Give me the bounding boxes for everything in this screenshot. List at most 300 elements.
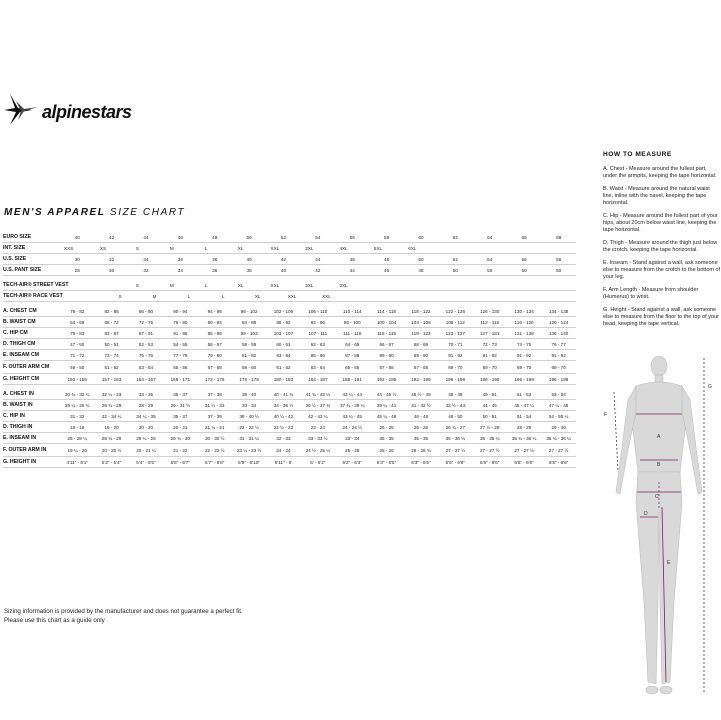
row-label: D. THIGH CM <box>3 339 60 350</box>
table-cell <box>112 280 129 291</box>
table-cell <box>94 291 111 302</box>
table-cell: 91 - 92 <box>541 350 576 361</box>
table-cell: 68 - 69 <box>404 339 438 350</box>
table-cell: 52 <box>266 232 300 243</box>
table-cell: 79 - 80 <box>198 350 232 361</box>
table-cell: 60 - 61 <box>266 339 300 350</box>
table-cell <box>232 291 249 302</box>
table-cell: 67 - 68 <box>404 361 438 374</box>
figure-label-b: B <box>657 462 661 468</box>
table-cell: 45 - 47 ¼ <box>507 400 541 411</box>
table-cell: 40 ½ - 42 <box>266 411 300 422</box>
table-cell: 35 - 36 ¼ <box>438 433 472 444</box>
table-cell: M <box>163 280 180 291</box>
table-cell: 49 - 50 <box>60 361 94 374</box>
table-cell <box>146 280 163 291</box>
table-cell: 28 ¾ - 29 <box>94 433 128 444</box>
table-cell: 116 - 120 <box>507 317 541 328</box>
table-cell: 60 <box>404 232 438 243</box>
table-cell: 29 - 30 <box>541 422 576 433</box>
table-cell: 27 - 27 ½ <box>473 444 507 457</box>
table-cell: 77 - 78 <box>163 350 197 361</box>
row-label: E. INSEAM IN <box>3 433 60 444</box>
table-cell: 50 <box>507 265 541 276</box>
table-cell: 29 ¾ - 30 <box>163 433 197 444</box>
table-cell <box>94 280 111 291</box>
table-cell: 31 - 32 <box>60 411 94 422</box>
table-cell: 52 <box>438 254 472 265</box>
heading-bold: MEN'S APPAREL <box>4 207 106 218</box>
table-cell: 32 - 34 ¼ <box>94 411 128 422</box>
table-cell: 26 ¾ - 28 <box>94 400 128 411</box>
table-cell: 3XL <box>301 280 318 291</box>
table-cell: L <box>180 291 197 302</box>
size-table <box>3 232 576 468</box>
table-cell: 6'5" - 6'6" <box>473 457 507 468</box>
table-cell: 46 <box>369 265 403 276</box>
table-cell: 122 - 126 <box>438 306 472 317</box>
table-row <box>3 457 576 468</box>
table-cell: 50 <box>541 265 576 276</box>
figure-label-f: F <box>604 412 608 418</box>
table-cell: 53 - 54 <box>129 361 163 374</box>
table-cell: 64 - 65 <box>335 339 369 350</box>
table-cell <box>215 243 232 254</box>
table-cell <box>180 280 197 291</box>
table-cell: 3XL <box>301 243 318 254</box>
disclaimer-line-2: Please use this chart as a guide only <box>4 617 105 624</box>
table-cell: 28 - 29 <box>129 400 163 411</box>
table-cell: XS <box>94 243 111 254</box>
table-cell <box>249 243 266 254</box>
table-cell: 134 - 138 <box>541 306 576 317</box>
table-cell: 85 - 86 <box>301 350 335 361</box>
table-cell: 28 <box>60 265 94 276</box>
table-cell: 48 - 50 <box>438 411 472 422</box>
table-cell: M <box>146 291 163 302</box>
figure-label-c: C <box>655 494 659 500</box>
table-cell: 34 ¼ - 35 <box>129 411 163 422</box>
table-cell: 26 ¾ - 27 <box>438 422 472 433</box>
table-cell: 40 <box>60 232 94 243</box>
table-cell: 58 <box>369 232 403 243</box>
table-cell: 25 - 26 <box>369 444 403 457</box>
table-cell: 30 <box>94 265 128 276</box>
table-cell: 52 - 53 <box>129 339 163 350</box>
table-cell: 27 ½ - 28 <box>473 422 507 433</box>
table-row <box>3 374 576 385</box>
table-cell: 24 - 24 <box>266 444 300 457</box>
table-cell: 19 - 20 <box>94 422 128 433</box>
row-label: TECH-AIR® STREET VEST <box>3 280 60 291</box>
table-cell: 82 - 86 <box>94 306 128 317</box>
table-cell <box>387 280 404 291</box>
table-cell: XXL <box>283 291 300 302</box>
table-cell: 25 - 26 <box>369 422 403 433</box>
table-cell: 91 - 92 <box>473 350 507 361</box>
table-cell: XL <box>232 280 249 291</box>
table-cell: 5'11" - 6' <box>266 457 300 468</box>
table-cell: 80 - 84 <box>198 317 232 328</box>
table-cell: 40 - 41 ¾ <box>266 389 300 400</box>
table-cell: 71 - 72 <box>60 350 94 361</box>
table-cell: 76 - 80 <box>163 317 197 328</box>
table-cell: 58 <box>541 254 576 265</box>
table-cell: 184 - 187 <box>301 374 335 385</box>
brand-logo <box>2 92 152 126</box>
table-cell: 81 - 82 <box>232 350 266 361</box>
table-cell <box>249 280 266 291</box>
table-cell: 136 - 140 <box>541 328 576 339</box>
table-cell: 123 - 127 <box>438 328 472 339</box>
table-cell: 36 <box>198 265 232 276</box>
table-cell: 83 - 87 <box>94 328 128 339</box>
table-cell: 34 - 36 ½ <box>266 400 300 411</box>
table-cell <box>198 291 215 302</box>
measure-hip: C. Hip - Measure around the fullest part of your hips, about 20cm below waist line, keeping the tape horizontal. <box>603 212 718 233</box>
table-cell: 76 - 77 <box>541 339 576 350</box>
table-cell: 25 - 26 <box>335 444 369 457</box>
table-cell: 95 - 99 <box>198 328 232 339</box>
table-cell: 51 - 53 <box>507 389 541 400</box>
disclaimer-line-1: Sizing information is provided by the manufacturer and does not guarantee a perfect fit. <box>4 608 243 615</box>
table-cell: 4XL <box>335 243 352 254</box>
table-cell: L <box>198 280 215 291</box>
table-cell: 33 - 33 ½ <box>301 433 335 444</box>
table-cell: 38 - 40 <box>232 389 266 400</box>
row-label: C. HIP CM <box>3 328 60 339</box>
table-cell: 21 - 22 <box>163 444 197 457</box>
table-cell: 75 - 76 <box>129 350 163 361</box>
table-cell: 56 <box>335 232 369 243</box>
table-cell: 119 - 123 <box>404 328 438 339</box>
table-row <box>3 232 576 243</box>
brand-wordmark: alpinestars <box>42 102 132 122</box>
table-cell: 32 <box>129 265 163 276</box>
table-cell: 51 - 52 <box>94 361 128 374</box>
table-cell: 54 - 55 <box>163 339 197 350</box>
table-cell: XXL <box>266 280 283 291</box>
table-cell: 107 - 111 <box>301 328 335 339</box>
table-cell: 69 - 70 <box>541 361 576 374</box>
table-cell <box>77 243 94 254</box>
table-cell: 89 - 90 <box>369 350 403 361</box>
table-cell: 33 - 34 <box>335 433 369 444</box>
table-cell: 172 - 175 <box>198 374 232 385</box>
table-cell: S <box>129 280 146 291</box>
table-row <box>3 411 576 422</box>
table-cell: 35 ¾ - 36 ¼ <box>541 433 576 444</box>
table-row <box>3 339 576 350</box>
table-cell: 42 <box>266 254 300 265</box>
table-cell <box>146 243 163 254</box>
table-cell: 164 - 167 <box>129 374 163 385</box>
table-cell: 91 - 92 <box>507 350 541 361</box>
table-cell: 103 - 107 <box>266 328 300 339</box>
table-cell: 69 - 70 <box>438 361 472 374</box>
table-cell: 64 <box>473 232 507 243</box>
table-cell: 6'5" - 6'6" <box>541 457 576 468</box>
table-cell: 56 - 57 <box>198 339 232 350</box>
table-cell: 33 - 34 <box>232 400 266 411</box>
table-cell: 73 - 74 <box>94 350 128 361</box>
table-cell: 49 - 51 <box>473 389 507 400</box>
table-cell: 67 - 68 <box>369 361 403 374</box>
row-label: A. CHEST IN <box>3 389 60 400</box>
table-cell: 24 ½ - 25 ¼ <box>301 444 335 457</box>
table-cell: S <box>129 243 146 254</box>
table-cell <box>163 291 180 302</box>
table-cell: 35 ¾ - 36 ¼ <box>507 433 541 444</box>
table-cell: 61 - 62 <box>266 361 300 374</box>
table-cell: XL <box>232 243 249 254</box>
how-to-measure-panel <box>603 151 721 334</box>
table-cell <box>352 243 369 254</box>
table-cell <box>352 291 369 302</box>
table-cell: 50 <box>438 265 472 276</box>
table-cell: 92 - 96 <box>301 317 335 328</box>
table-cell: 55 - 56 <box>163 361 197 374</box>
table-cell: 23 - 24 <box>301 422 335 433</box>
table-cell: 5'7" - 5'8" <box>198 457 232 468</box>
table-row <box>3 243 576 254</box>
table-cell: 56 <box>507 254 541 265</box>
table-row <box>3 400 576 411</box>
table-cell: 50 - 51 <box>94 339 128 350</box>
row-label: B. WAIST IN <box>3 400 60 411</box>
table-cell: 69 - 70 <box>473 361 507 374</box>
table-cell: L <box>198 243 215 254</box>
table-row <box>3 317 576 328</box>
table-cell: 58 - 59 <box>232 339 266 350</box>
table-cell: 43 ¼ - 45 <box>335 411 369 422</box>
figure-label-d: D <box>644 511 648 517</box>
row-label: EURO SIZE <box>3 232 60 243</box>
table-cell: 51 - 54 <box>507 411 541 422</box>
table-cell: 46 - 48 <box>404 411 438 422</box>
table-cell: 46 <box>335 254 369 265</box>
table-cell <box>266 291 283 302</box>
table-cell <box>352 280 369 291</box>
table-cell: XXL <box>318 291 335 302</box>
table-cell: 94 - 98 <box>198 306 232 317</box>
table-cell <box>369 291 386 302</box>
table-cell: 87 - 88 <box>335 350 369 361</box>
table-row <box>3 306 576 317</box>
table-cell: 36 ½ - 37 ¾ <box>301 400 335 411</box>
table-cell: 157 - 163 <box>94 374 128 385</box>
table-cell: 79 - 83 <box>60 328 94 339</box>
measure-arm-length: F. Arm Length - Measure from shoulder (Humerus) to wrist. <box>603 286 699 300</box>
table-cell: 35 - 37 <box>163 411 197 422</box>
table-cell: 32 <box>94 254 128 265</box>
table-cell <box>369 280 386 291</box>
table-cell <box>301 291 318 302</box>
row-label: G. HEIGHT CM <box>3 374 60 385</box>
table-cell: 38 <box>232 265 266 276</box>
table-cell: 29 ¼ - 29 <box>129 433 163 444</box>
table-cell: 48 - 49 <box>438 389 472 400</box>
table-cell <box>112 243 129 254</box>
table-cell: 114 - 118 <box>369 306 403 317</box>
table-row <box>3 444 576 457</box>
table-row <box>3 291 576 302</box>
table-cell <box>318 280 335 291</box>
table-cell: 30 ¾ - 32 ¼ <box>60 389 94 400</box>
table-cell: 196 - 199 <box>473 374 507 385</box>
table-cell: 38 <box>198 254 232 265</box>
table-cell: 27 - 27 ½ <box>541 444 576 457</box>
table-cell: 63 - 64 <box>301 361 335 374</box>
table-cell: 62 - 63 <box>301 339 335 350</box>
table-cell: 39 ¼ - 41 <box>369 400 403 411</box>
table-cell: L <box>215 291 232 302</box>
table-cell: 34 <box>163 265 197 276</box>
table-cell: 6'2" - 6'3" <box>335 457 369 468</box>
table-cell <box>77 291 94 302</box>
table-cell <box>283 280 300 291</box>
table-cell <box>318 243 335 254</box>
table-cell: 19 - 19 <box>60 422 94 433</box>
table-cell: 22 ½ - 23 <box>266 422 300 433</box>
table-row <box>3 422 576 433</box>
table-cell: 78 - 82 <box>60 306 94 317</box>
measure-thigh: D. Thigh - Measure around the thigh just below the crotch, keeping the tape horizontal. <box>603 239 718 253</box>
table-cell: 196 - 199 <box>438 374 472 385</box>
table-cell: 130 - 134 <box>507 306 541 317</box>
size-chart-table <box>3 232 576 468</box>
table-cell: 44 - 46 ½ <box>369 389 403 400</box>
table-cell: 40 <box>266 265 300 276</box>
table-cell: 72 - 73 <box>473 339 507 350</box>
table-cell: 108 - 112 <box>438 317 472 328</box>
table-cell: 90 - 94 <box>163 306 197 317</box>
table-cell: 126 - 130 <box>473 306 507 317</box>
table-cell: 65 - 66 <box>335 361 369 374</box>
how-to-measure-title: HOW TO MEASURE <box>603 151 672 158</box>
table-cell: 45 ¼ - 46 <box>369 411 403 422</box>
row-label: U.S. PANT SIZE <box>3 265 60 276</box>
table-cell: 35 - 36 ¼ <box>473 433 507 444</box>
table-cell: 72 - 76 <box>129 317 163 328</box>
table-cell: 74 - 75 <box>507 339 541 350</box>
table-cell: 88 - 92 <box>266 317 300 328</box>
measure-chest: A. Chest - Measure around the fullest part, under the armpits, keeping the tape horizontal. <box>603 166 717 179</box>
row-label: C. HIP IN <box>3 411 60 422</box>
table-cell: 44 - 45 <box>473 400 507 411</box>
table-cell: 28 - 28 ¼ <box>60 433 94 444</box>
table-cell <box>283 243 300 254</box>
table-cell: 33 - 35 <box>129 389 163 400</box>
table-cell: 27 - 27 ½ <box>438 444 472 457</box>
table-cell: 43 ¼ - 44 <box>335 389 369 400</box>
table-cell: 59 - 60 <box>232 361 266 374</box>
table-cell: 57 - 58 <box>198 361 232 374</box>
table-cell: 27 - 27 ½ <box>507 444 541 457</box>
table-cell <box>387 291 404 302</box>
table-cell: 50 <box>232 232 266 243</box>
row-label: TECH-AIR® RACE VEST <box>3 291 60 302</box>
table-cell: 62 <box>438 232 472 243</box>
table-cell <box>404 280 421 291</box>
table-cell: 70 - 71 <box>438 339 472 350</box>
table-cell: 68 <box>541 232 576 243</box>
table-cell: 20 - 20 <box>129 422 163 433</box>
table-cell: 87 - 91 <box>129 328 163 339</box>
table-row <box>3 328 576 339</box>
table-cell: 6'5" - 6'6" <box>507 457 541 468</box>
table-cell: 6'5" - 6'6" <box>438 457 472 468</box>
row-label: F. OUTER ARM CM <box>3 361 60 374</box>
table-cell: 42 <box>94 232 128 243</box>
table-cell: 104 - 108 <box>404 317 438 328</box>
table-cell: 41 ¾ - 43 ¼ <box>301 389 335 400</box>
measure-height: G. Height - Stand against a wall, ask someone else to measure from the floor to the top of your head, keeping the tape vertical. <box>603 306 719 327</box>
figure-label-a: A <box>657 434 661 440</box>
table-cell: 5'4" - 5'5" <box>129 457 163 468</box>
row-label: D. THIGH IN <box>3 422 60 433</box>
table-cell: 131 - 136 <box>507 328 541 339</box>
table-cell: 86 - 90 <box>129 306 163 317</box>
table-cell: 188 - 191 <box>335 374 369 385</box>
table-cell: 5'9" - 5'10" <box>232 457 266 468</box>
table-cell: 48 <box>404 265 438 276</box>
row-label: F. OUTER ARM IN <box>3 444 60 457</box>
table-row <box>3 389 576 400</box>
table-cell: 192 - 195 <box>404 374 438 385</box>
table-cell: 98 - 102 <box>232 306 266 317</box>
table-cell: 44 <box>129 232 163 243</box>
table-cell: 22 - 22 ½ <box>232 422 266 433</box>
table-cell: 5XL <box>369 243 386 254</box>
star-icon <box>4 94 38 125</box>
table-cell: 44 <box>335 265 369 276</box>
table-cell: 20 - 20 ½ <box>94 444 128 457</box>
table-row <box>3 280 576 291</box>
table-cell: 3XL <box>335 280 352 291</box>
table-cell: 37 - 38 <box>198 389 232 400</box>
table-cell: 35 - 35 <box>404 433 438 444</box>
table-row <box>3 350 576 361</box>
table-cell: 91 - 92 <box>438 350 472 361</box>
measure-waist: B. Waist - Measure around the natural waist line, inline with the navel, keeping the tape horizontal. <box>603 186 710 206</box>
table-cell: 29 - 31 ½ <box>163 400 197 411</box>
table-cell: 21 ¼ - 21 <box>198 422 232 433</box>
table-cell: 66 <box>507 232 541 243</box>
table-cell: 6'3" - 6'5" <box>404 457 438 468</box>
table-cell: 20 - 21 ¼ <box>129 444 163 457</box>
table-cell: 48 <box>198 232 232 243</box>
table-cell: 96 - 100 <box>335 317 369 328</box>
figure-label-g: G <box>708 384 712 390</box>
table-cell: 68 - 72 <box>94 317 128 328</box>
table-cell: 4'11" - 5'1" <box>60 457 94 468</box>
table-cell: 53 - 54 <box>541 389 576 400</box>
row-label: E. INSEAM CM <box>3 350 60 361</box>
table-cell: 110 - 114 <box>335 306 369 317</box>
table-cell: 40 <box>232 254 266 265</box>
table-cell: 32 ¼ - 33 <box>94 389 128 400</box>
table-cell: 100 - 104 <box>369 317 403 328</box>
table-cell: 46 <box>163 232 197 243</box>
table-row <box>3 433 576 444</box>
table-cell: 120 - 124 <box>541 317 576 328</box>
measure-inseam: E. Inseam - Stand against a wall, ask someone else to measure from the crotch to the bottom of your leg. <box>603 259 721 280</box>
table-cell: 5'2" - 5'4" <box>94 457 128 468</box>
row-label: U.S. SIZE <box>3 254 60 265</box>
table-cell: 196 - 199 <box>507 374 541 385</box>
table-cell: 37 - 39 <box>198 411 232 422</box>
